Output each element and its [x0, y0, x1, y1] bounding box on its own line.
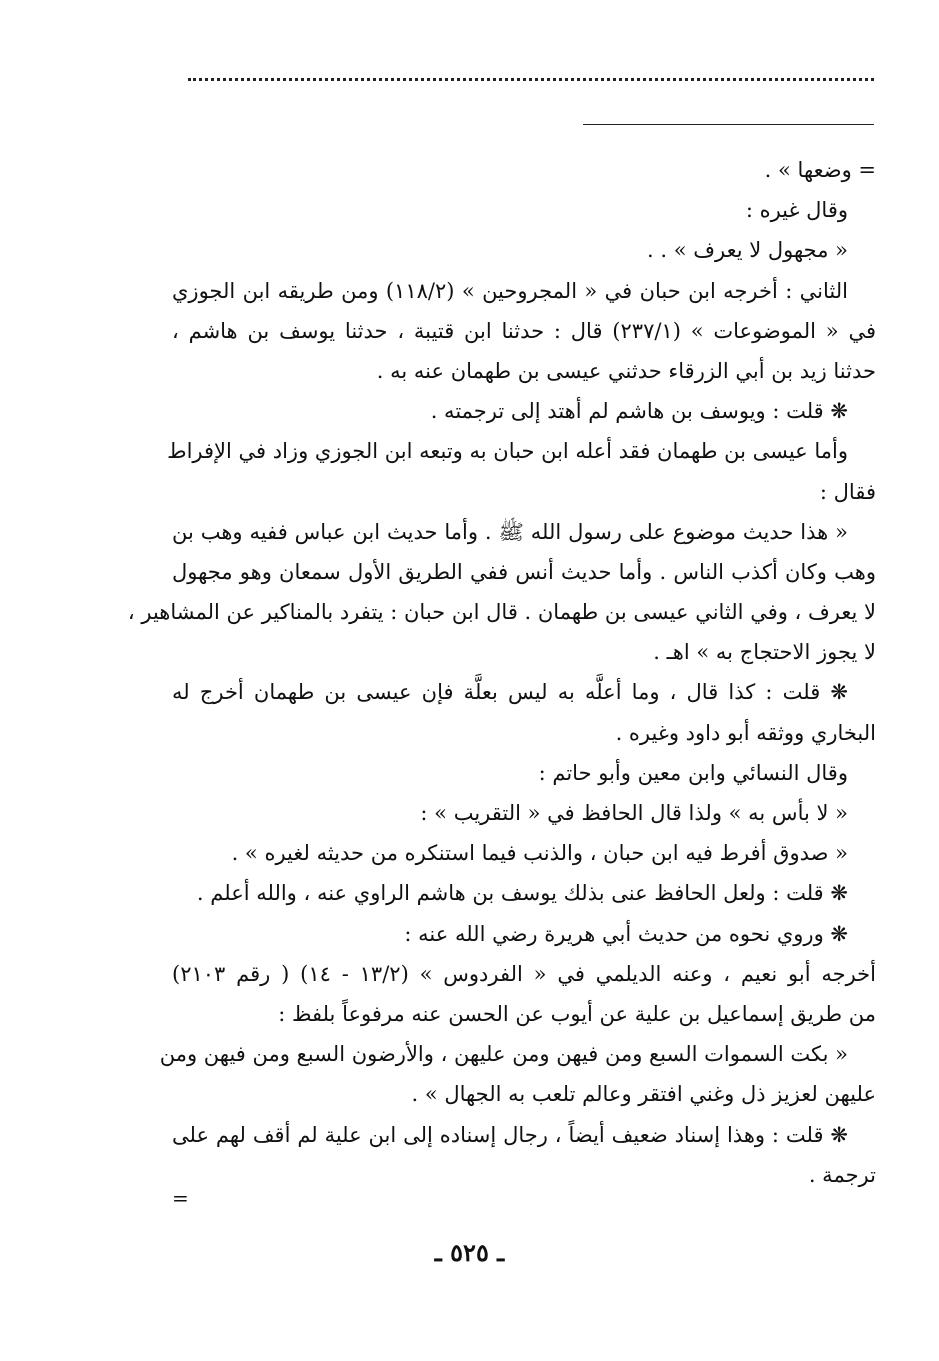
- text-line: = وضعها » .: [764, 158, 876, 182]
- text-line: أخرجه أبو نعيم ، وعنه الديلمي في « الفردوس » (١٣/٢ - ١٤) ( رقم ٢١٠٣): [172, 961, 876, 986]
- dotted-separator: [188, 78, 874, 81]
- text-line: ❋ قلت : ولعل الحافظ عنى بذلك يوسف بن هاشم الراوي عنه ، والله أعلم .: [196, 881, 848, 906]
- footnote-separator: [583, 124, 874, 125]
- text-line: وقال النسائي وابن معين وأبو حاتم :: [538, 760, 848, 785]
- footnote-text-block: [127, 150, 877, 1195]
- text-line: « بكت السموات السبع ومن فيهن ومن عليهن ، والأرضون السبع ومن فيهن ومن: [159, 1042, 848, 1067]
- text-line: « مجهول لا يعرف » . .: [647, 238, 848, 263]
- text-line: وقال غيره :: [745, 198, 848, 223]
- text-line: البخاري ووثقه أبو داود وغيره .: [615, 720, 876, 745]
- text-line: من طريق إسماعيل بن علية عن أيوب عن الحسن عنه مرفوعاً بلفظ :: [278, 1001, 876, 1026]
- text-line: وهب وكان أكذب الناس . وأما حديث أنس ففي الطريق الأول سمعان وهو مجهول: [172, 559, 876, 584]
- continuation-mark: =: [172, 1186, 189, 1210]
- text-line: في « الموضوعات » (٢٣٧/١) قال : حدثنا ابن قتيبة ، حدثنا يوسف بن هاشم ،: [172, 318, 877, 343]
- text-line: فقال :: [819, 479, 876, 504]
- text-line: حدثنا زيد بن أبي الزرقاء حدثني عيسى بن طهمان عنه به .: [376, 358, 876, 383]
- text-line: ❋ قلت : ويوسف بن هاشم لم أهتد إلى ترجمته .: [430, 399, 848, 424]
- page-number: ـ ٥٢٥ ـ: [434, 1238, 505, 1267]
- text-line: ❋ قلت : وهذا إسناد ضعيف أيضاً ، رجال إسناده إلى ابن علية لم أقف لهم على: [172, 1122, 848, 1147]
- text-line: « هذا حديث موضوع على رسول الله ﷺ . وأما حديث ابن عباس ففيه وهب بن: [172, 519, 848, 544]
- text-line: لا يجوز الاحتجاج به » اهـ .: [653, 640, 876, 665]
- text-line: وأما عيسى بن طهمان فقد أعله ابن حبان به وتبعه ابن الجوزي وزاد في الإفراط: [167, 439, 848, 464]
- text-line: ترجمة .: [808, 1162, 876, 1187]
- text-line: « لا بأس به » ولذا قال الحافظ في « التقريب » :: [420, 801, 848, 825]
- text-line: لا يعرف ، وفي الثاني عيسى بن طهمان . قال ابن حبان : يتفرد بالمناكير عن المشاهير ،: [127, 600, 876, 625]
- text-line: « صدوق أفرط فيه ابن حبان ، والذنب فيما استنكره من حديثه لغيره » .: [231, 841, 848, 866]
- text-line: الثاني : أخرجه ابن حبان في « المجروحين » (١١٨/٢) ومن طريقه ابن الجوزي: [172, 278, 848, 303]
- text-line: ❋ وروي نحوه من حديث أبي هريرة رضي الله عنه :: [404, 921, 848, 946]
- text-line: عليهن لعزيز ذل وغني افتقر وعالم تلعب به الجهال » .: [411, 1082, 876, 1107]
- text-line: ❋ قلت : كذا قال ، وما أعلَّه به ليس بعلَّة فإن عيسى بن طهمان أخرج له: [172, 680, 848, 705]
